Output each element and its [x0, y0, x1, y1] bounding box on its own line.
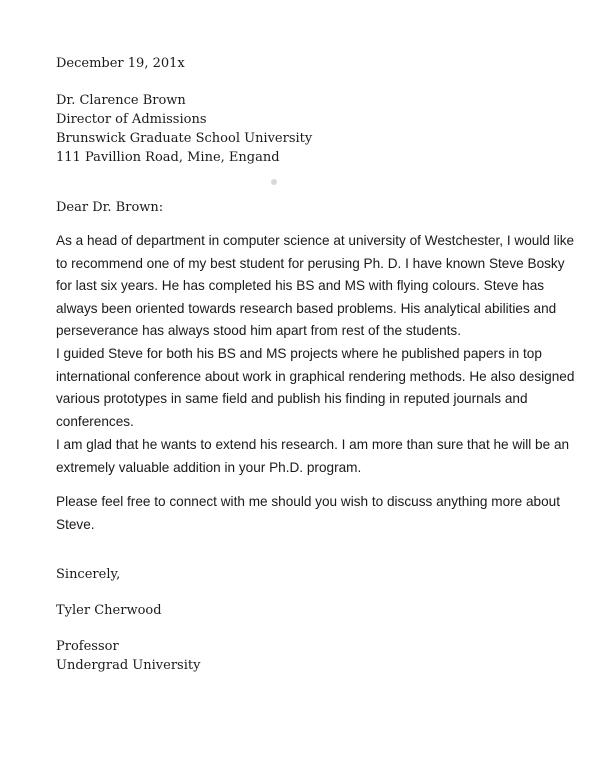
closing — [56, 565, 120, 584]
recipient-street: 111 Pavillion Road, Mine, Engand — [56, 150, 280, 165]
paragraph-line: to recommend one of my best student for perusing Ph. D. I have known Steve Bosky — [56, 255, 565, 271]
paragraph-line: for last six years. He has completed his BS and MS with flying colours. Steve has — [56, 278, 545, 293]
paragraph-line: As a head of department in computer science at university of Westchester, I would like — [56, 233, 575, 248]
recipient-address — [56, 91, 312, 167]
paragraph-line: I am glad that he wants to extend his research. I am more than sure that he will be an — [56, 437, 570, 452]
paragraph-line: extremely valuable addition in your Ph.D. program. — [56, 459, 362, 475]
date-text: December 19, 201x — [56, 56, 185, 71]
recipient-title: Director of Admissions — [56, 112, 207, 127]
paragraph-line: perseverance has always stood him apart from rest of the students. — [56, 323, 461, 338]
paragraph-line: always been oriented towards research based problems. His analytical abilities and — [56, 300, 557, 316]
body-paragraph-3 — [56, 434, 569, 479]
paragraph-line: conferences. — [56, 413, 134, 429]
paragraph-line: various prototypes in same field and publish his finding in reputed journals and — [56, 391, 528, 406]
body-paragraph-2 — [56, 343, 574, 433]
signer-name: Tyler Cherwood — [56, 603, 162, 618]
signer-organization: Undergrad University — [56, 658, 201, 673]
signer-details — [56, 637, 200, 675]
paragraph-line: I guided Steve for both his BS and MS projects where he published papers in top — [56, 346, 542, 361]
recipient-name: Dr. Clarence Brown — [56, 93, 186, 108]
signer-name-block — [56, 601, 162, 620]
salutation-text: Dear Dr. Brown: — [56, 200, 164, 215]
letter-date — [56, 54, 185, 73]
salutation — [56, 198, 163, 217]
closing-text: Sincerely, — [56, 567, 121, 582]
body-paragraph-1 — [56, 230, 574, 343]
paragraph-line: Please feel free to connect with me should you wish to discuss anything more about — [56, 494, 561, 509]
body-paragraph-4 — [56, 491, 560, 536]
scan-artifact-dot — [271, 179, 277, 185]
paragraph-line: international conference about work in graphical rendering methods. He also designed — [56, 368, 575, 384]
paragraph-line: Steve. — [56, 516, 95, 532]
signer-title: Professor — [56, 639, 119, 654]
recipient-institution: Brunswick Graduate School University — [56, 131, 313, 146]
